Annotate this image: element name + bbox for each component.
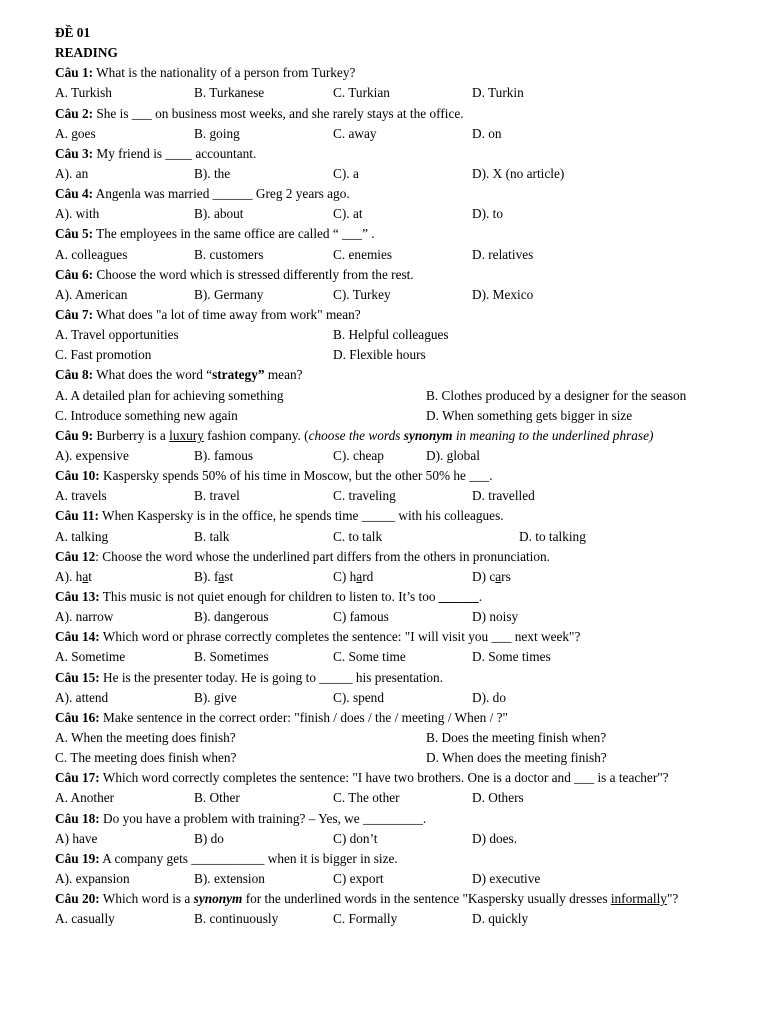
answer-option: A). narrow bbox=[55, 609, 114, 625]
answer-option: D. travelled bbox=[472, 488, 535, 504]
answer-option: C. enemies bbox=[333, 246, 393, 262]
option-text: t bbox=[88, 568, 92, 584]
answer-option bbox=[55, 567, 92, 587]
section-title: READING bbox=[55, 45, 118, 61]
question-label: Câu 2: bbox=[55, 105, 94, 121]
answer-option: B). about bbox=[194, 206, 244, 222]
question-label: Câu 16: bbox=[55, 709, 100, 725]
option-text: B). f bbox=[194, 568, 219, 584]
question-label: Câu 6: bbox=[55, 266, 94, 282]
answer-option: C. Introduce something new again bbox=[55, 407, 238, 423]
answer-option: C). cheap bbox=[333, 447, 384, 463]
question-label: Câu 17: bbox=[55, 770, 100, 786]
option-row bbox=[55, 567, 730, 587]
underlined-letter: a bbox=[218, 568, 225, 584]
answer-option: D) noisy bbox=[472, 609, 519, 625]
question-text: Which word is a bbox=[99, 891, 194, 907]
answer-option: C). a bbox=[333, 165, 359, 181]
option-row bbox=[55, 909, 730, 929]
question-text: She is ___ on business most weeks, and she rarely stays at the office. bbox=[93, 105, 464, 121]
question-stem bbox=[55, 587, 730, 607]
answer-option: A. When the meeting does finish? bbox=[55, 729, 236, 745]
option-text: rs bbox=[501, 568, 511, 584]
answer-option: A. A detailed plan for achieving something bbox=[55, 387, 284, 403]
question-text: He is the presenter today. He is going to _____ his presentation. bbox=[99, 669, 444, 685]
option-row bbox=[55, 345, 730, 365]
question-stem bbox=[55, 305, 730, 325]
question-text: Which word or phrase correctly completes the sentence: "I will visit you ___ next week"? bbox=[99, 629, 581, 645]
answer-option: B. continuously bbox=[194, 911, 279, 927]
answer-option: A). attend bbox=[55, 689, 109, 705]
answer-option: B) do bbox=[194, 830, 224, 846]
answer-option: C. The other bbox=[333, 790, 400, 806]
question-stem bbox=[55, 889, 730, 909]
answer-option: D) does. bbox=[472, 830, 518, 846]
question-text: The employees in the same office are called “ ___” . bbox=[93, 226, 375, 242]
question-stem bbox=[55, 627, 730, 647]
option-row bbox=[55, 788, 730, 808]
question-text: Choose the word which is stressed differently from the rest. bbox=[93, 266, 414, 282]
question-label: Câu 9: bbox=[55, 427, 94, 443]
answer-option: B). dangerous bbox=[194, 609, 269, 625]
underlined-letter: a bbox=[495, 568, 502, 584]
question-label: Câu 8: bbox=[55, 367, 94, 383]
instruction-keyword: synonym bbox=[403, 427, 453, 443]
answer-option: C. away bbox=[333, 125, 377, 141]
exam-code: ĐỀ 01 bbox=[55, 25, 91, 40]
question-text: A company gets ___________ when it is bigger in size. bbox=[99, 850, 398, 866]
answer-option: B. Turkanese bbox=[194, 85, 265, 101]
answer-option: D. Some times bbox=[472, 649, 551, 665]
option-row bbox=[55, 124, 730, 144]
question-text: fashion company. ( bbox=[203, 427, 309, 443]
question-text: My friend is ____ accountant. bbox=[93, 145, 257, 161]
option-row bbox=[55, 204, 730, 224]
question-label: Câu 19: bbox=[55, 850, 100, 866]
answer-option: C. Some time bbox=[333, 649, 406, 665]
instruction-text: choose the words bbox=[308, 427, 404, 443]
option-row bbox=[55, 83, 730, 103]
option-row bbox=[55, 446, 730, 466]
answer-option: B. Helpful colleagues bbox=[333, 327, 449, 343]
option-row bbox=[55, 869, 730, 889]
question-stem bbox=[55, 849, 730, 869]
instruction-text: in meaning to the underlined phrase) bbox=[452, 427, 654, 443]
option-text: st bbox=[224, 568, 234, 584]
underlined-word: luxury bbox=[169, 427, 204, 443]
question-text: What is the nationality of a person from Turkey? bbox=[93, 65, 356, 81]
answer-option: C. to talk bbox=[333, 528, 383, 544]
question-stem bbox=[55, 63, 730, 83]
option-row bbox=[55, 325, 730, 345]
option-row bbox=[55, 829, 730, 849]
answer-option: C. traveling bbox=[333, 488, 396, 504]
question-stem bbox=[55, 708, 730, 728]
answer-option: D). Mexico bbox=[472, 286, 534, 302]
answer-option: B). give bbox=[194, 689, 237, 705]
answer-option: C) famous bbox=[333, 609, 389, 625]
question-label: Câu 20: bbox=[55, 891, 100, 907]
answer-option bbox=[194, 567, 233, 587]
answer-option: D). X (no article) bbox=[472, 165, 565, 181]
answer-option: A) have bbox=[55, 830, 98, 846]
option-row bbox=[55, 527, 730, 547]
answer-blank: ______ bbox=[438, 588, 479, 604]
question-list bbox=[55, 63, 730, 929]
answer-option: D. When does the meeting finish? bbox=[426, 750, 607, 766]
answer-option: B). famous bbox=[194, 447, 254, 463]
question-label: Câu 1: bbox=[55, 65, 94, 81]
answer-option: A. Turkish bbox=[55, 85, 112, 101]
question-text: mean? bbox=[264, 367, 303, 383]
option-row bbox=[55, 647, 730, 667]
question-text: Kaspersky spends 50% of his time in Moscow, but the other 50% he ___. bbox=[99, 468, 493, 484]
question-stem bbox=[55, 184, 730, 204]
answer-option: D. quickly bbox=[472, 911, 529, 927]
question-stem bbox=[55, 506, 730, 526]
answer-option: D). global bbox=[426, 447, 480, 463]
answer-option bbox=[333, 567, 373, 587]
option-row bbox=[55, 486, 730, 506]
exam-document bbox=[55, 23, 730, 929]
underlined-letter: a bbox=[356, 568, 363, 584]
option-text: A). h bbox=[55, 568, 83, 584]
question-stem bbox=[55, 466, 730, 486]
option-row bbox=[55, 748, 730, 768]
answer-option: C. Turkian bbox=[333, 85, 390, 101]
answer-option: B. talk bbox=[194, 528, 230, 544]
question-label: Câu 4: bbox=[55, 186, 94, 202]
option-text: C) h bbox=[333, 568, 357, 584]
question-text: This music is not quiet enough for children to listen to. It’s too bbox=[99, 588, 439, 604]
answer-option: C) export bbox=[333, 870, 384, 886]
question-label: Câu 15: bbox=[55, 669, 100, 685]
question-text: . bbox=[478, 588, 483, 604]
answer-option: B. Clothes produced by a designer for the season bbox=[426, 387, 687, 403]
option-row bbox=[55, 164, 730, 184]
answer-option: A). expansion bbox=[55, 870, 130, 886]
answer-option: B. Sometimes bbox=[194, 649, 269, 665]
question-stem bbox=[55, 365, 730, 385]
question-stem bbox=[55, 768, 730, 788]
answer-option: A. colleagues bbox=[55, 246, 128, 262]
question-text: When Kaspersky is in the office, he spends time _____ with his colleagues. bbox=[98, 508, 504, 524]
answer-option: D. Turkin bbox=[472, 85, 524, 101]
question-stem bbox=[55, 547, 730, 567]
answer-option bbox=[472, 567, 511, 587]
answer-option: D) executive bbox=[472, 870, 541, 886]
question-label: Câu 18: bbox=[55, 810, 100, 826]
answer-option: C. The meeting does finish when? bbox=[55, 750, 237, 766]
answer-option: B). the bbox=[194, 165, 231, 181]
answer-option: C). at bbox=[333, 206, 363, 222]
question-label: Câu 14: bbox=[55, 629, 100, 645]
answer-option: B. customers bbox=[194, 246, 264, 262]
option-row bbox=[55, 245, 730, 265]
question-text: Do you have a problem with training? – Yes, we _________. bbox=[99, 810, 427, 826]
question-stem bbox=[55, 224, 730, 244]
option-row bbox=[55, 406, 730, 426]
answer-option: A). American bbox=[55, 286, 128, 302]
answer-option: D. When something gets bigger in size bbox=[426, 407, 633, 423]
answer-option: C. Fast promotion bbox=[55, 347, 152, 363]
underlined-word: informally bbox=[610, 891, 667, 907]
answer-option: B. travel bbox=[194, 488, 240, 504]
question-label: Câu 12 bbox=[55, 548, 96, 564]
answer-option: D. to talking bbox=[519, 528, 586, 544]
question-text: Burberry is a bbox=[93, 427, 170, 443]
answer-option: A). expensive bbox=[55, 447, 129, 463]
question-stem bbox=[55, 809, 730, 829]
question-stem bbox=[55, 144, 730, 164]
answer-option: D. relatives bbox=[472, 246, 534, 262]
question-text: "? bbox=[666, 891, 679, 907]
answer-option: B. Other bbox=[194, 790, 240, 806]
answer-option: D. Flexible hours bbox=[333, 347, 426, 363]
answer-option: B. going bbox=[194, 125, 240, 141]
question-label: Câu 13: bbox=[55, 588, 100, 604]
question-text: What does the word “ bbox=[93, 367, 213, 383]
answer-option: B. Does the meeting finish when? bbox=[426, 729, 607, 745]
question-label: Câu 10: bbox=[55, 468, 100, 484]
answer-option: B). extension bbox=[194, 870, 265, 886]
answer-option: D). do bbox=[472, 689, 506, 705]
option-row bbox=[55, 607, 730, 627]
answer-option: A. Sometime bbox=[55, 649, 126, 665]
answer-option: C). Turkey bbox=[333, 286, 391, 302]
option-text: rd bbox=[362, 568, 374, 584]
question-label: Câu 7: bbox=[55, 306, 94, 322]
answer-option: D. Others bbox=[472, 790, 524, 806]
question-label: Câu 3: bbox=[55, 145, 94, 161]
key-word: strategy” bbox=[212, 367, 265, 383]
question-text: : Choose the word whose the underlined part differs from the others in pronunciation. bbox=[95, 548, 550, 564]
option-row bbox=[55, 728, 730, 748]
key-word: synonym bbox=[193, 891, 243, 907]
question-stem bbox=[55, 265, 730, 285]
question-label: Câu 5: bbox=[55, 226, 94, 242]
answer-option: A). an bbox=[55, 165, 89, 181]
answer-option: A. talking bbox=[55, 528, 109, 544]
underlined-letter: a bbox=[82, 568, 89, 584]
question-text: Which word correctly completes the sentence: "I have two brothers. One is a doctor and ___ is a teacher"? bbox=[99, 770, 669, 786]
question-text: Angenla was married ______ Greg 2 years ago. bbox=[93, 186, 350, 202]
answer-option: D. on bbox=[472, 125, 502, 141]
answer-option: B). Germany bbox=[194, 286, 264, 302]
answer-option: C) don’t bbox=[333, 830, 378, 846]
answer-option: C). spend bbox=[333, 689, 384, 705]
answer-option: A. Travel opportunities bbox=[55, 327, 179, 343]
question-stem bbox=[55, 426, 730, 446]
answer-option: C. Formally bbox=[333, 911, 398, 927]
option-row bbox=[55, 688, 730, 708]
answer-option: A. travels bbox=[55, 488, 107, 504]
option-text: D) c bbox=[472, 568, 496, 584]
question-stem bbox=[55, 104, 730, 124]
question-text: for the underlined words in the sentence "Kaspersky usually dresses bbox=[242, 891, 611, 907]
question-stem bbox=[55, 668, 730, 688]
answer-option: A). with bbox=[55, 206, 100, 222]
answer-option: A. casually bbox=[55, 911, 115, 927]
answer-option: A. goes bbox=[55, 125, 96, 141]
question-text: What does "a lot of time away from work" mean? bbox=[93, 306, 361, 322]
answer-option: D). to bbox=[472, 206, 504, 222]
option-row bbox=[55, 386, 730, 406]
option-row bbox=[55, 285, 730, 305]
answer-option: A. Another bbox=[55, 790, 115, 806]
question-text: Make sentence in the correct order: "finish / does / the / meeting / When / ?" bbox=[99, 709, 508, 725]
question-label: Câu 11: bbox=[55, 508, 99, 524]
